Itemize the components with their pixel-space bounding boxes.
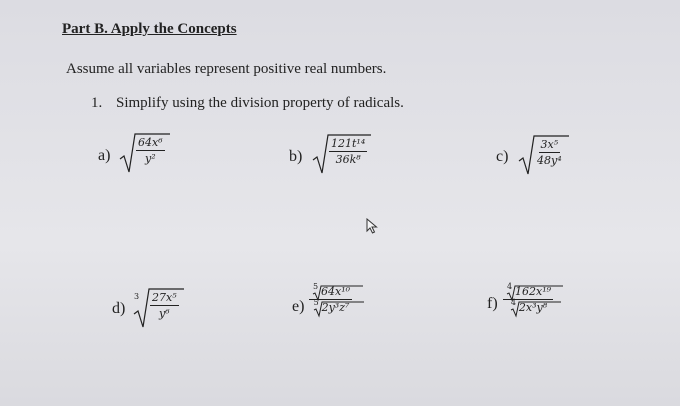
problem-f-denominator-radical [507, 300, 549, 314]
problem-a-numerator: 64x⁶ [138, 136, 163, 149]
problem-f-fraction [503, 282, 553, 314]
problem-a-fraction [136, 136, 165, 165]
question-text: Simplify using the division property of radicals. [116, 95, 404, 111]
problem-e-expression [309, 282, 352, 314]
problem-c-numerator: 3x⁵ [540, 138, 559, 151]
problem-c-label: c) [496, 148, 509, 165]
problem-e-numerator: 64x¹⁰ [321, 285, 351, 298]
problem-d-fraction [150, 291, 179, 320]
problem-c-radical [519, 134, 569, 176]
problem-c-denominator: 48y⁴ [537, 154, 562, 167]
problem-f-denominator: 2x³y⁸ [518, 301, 548, 314]
radical-sign-icon [312, 301, 364, 317]
problem-d-denominator: y⁶ [159, 307, 170, 320]
problem-a-label: a) [98, 147, 111, 164]
problem-d-radical [134, 287, 184, 329]
problem-e-label: e) [292, 298, 305, 315]
problem-f-num-index: 4 [507, 282, 513, 291]
problem-e-denominator: 2y³z⁷ [321, 301, 350, 314]
problem-d-index: 3 [134, 292, 140, 301]
problem-f-den-index: 4 [510, 298, 516, 307]
instruction-text: Assume all variables represent positive real numbers. [66, 61, 387, 77]
problem-a-radical [120, 132, 170, 174]
problem-f-numerator: 162x¹⁹ [515, 285, 552, 298]
problem-b-radical [313, 133, 371, 175]
problem-f-label: f) [487, 295, 498, 312]
radical-sign-icon [509, 301, 561, 317]
problem-e-num-index: 5 [313, 282, 319, 291]
problem-a-denominator: y² [145, 152, 156, 165]
problem-e-den-index: 5 [313, 298, 319, 307]
section-heading: Part B. Apply the Concepts [62, 21, 237, 37]
problem-d-label: d) [112, 300, 126, 317]
question-number: 1. [91, 95, 103, 111]
problem-b-fraction [329, 137, 367, 166]
problem-b-denominator: 36k⁸ [335, 153, 361, 166]
problem-c-fraction [535, 138, 564, 167]
problem-f-expression [503, 282, 553, 314]
problem-e-fraction [309, 282, 352, 314]
question-1 [91, 95, 404, 112]
mouse-pointer-icon [366, 218, 378, 239]
problem-b-numerator: 121t¹⁴ [331, 137, 366, 150]
problem-e-denominator-radical [310, 300, 352, 314]
radical-sign-icon [311, 285, 363, 301]
problem-d-numerator: 27x⁵ [152, 291, 177, 304]
problem-b-label: b) [289, 148, 303, 165]
